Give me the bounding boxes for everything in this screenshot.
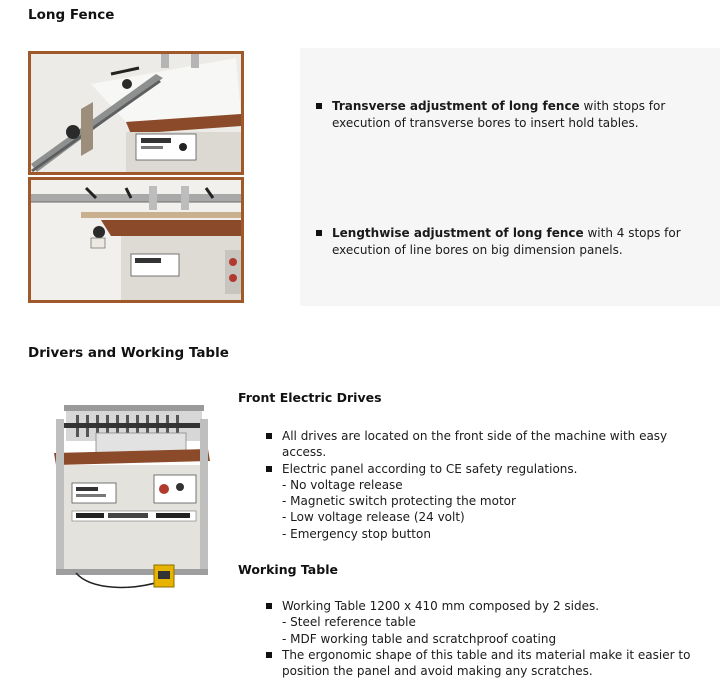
sub-item: - Steel reference table <box>282 615 416 630</box>
working-table-list <box>264 598 714 679</box>
sub-item: - Magnetic switch protecting the motor <box>282 494 516 509</box>
list-item: All drives are located on the front side of the machine with easy <box>264 428 704 444</box>
square-bullet-icon <box>266 652 272 658</box>
list-item: The ergonomic shape of this table and its material make it easier to <box>264 647 714 663</box>
lengthwise-bold: Lengthwise adjustment of long fence <box>332 226 584 240</box>
lengthwise-line2: execution of line bores on big dimension panels. <box>332 242 623 257</box>
list-item-continuation: access. <box>282 445 327 460</box>
transverse-rest: with stops for <box>579 99 666 113</box>
list-item: Working Table 1200 x 410 mm composed by 2 sides. <box>264 598 714 614</box>
front-drives-title: Front Electric Drives <box>238 390 382 405</box>
lengthwise-bullet <box>316 225 686 258</box>
transverse-bullet <box>316 98 676 131</box>
square-bullet-icon <box>266 433 272 439</box>
photo-lengthwise-fence <box>28 177 244 303</box>
lengthwise-rest: with 4 stops for <box>583 226 681 240</box>
long-fence-title: Long Fence <box>28 7 115 23</box>
working-table-title: Working Table <box>238 562 338 577</box>
list-item: Electric panel according to CE safety regulations. <box>264 461 704 477</box>
list-item-continuation: position the panel and avoid making any scratches. <box>282 664 593 679</box>
transverse-line2: execution of transverse bores to insert hold tables. <box>332 115 639 130</box>
square-bullet-icon <box>266 603 272 609</box>
sub-item: - No voltage release <box>282 477 403 492</box>
front-drives-list <box>264 428 704 542</box>
machine-illustration <box>36 395 216 595</box>
sub-item: - Emergency stop button <box>282 526 431 541</box>
square-bullet-icon <box>266 466 272 472</box>
drivers-title: Drivers and Working Table <box>28 345 229 361</box>
sub-item: - Low voltage release (24 volt) <box>282 510 465 525</box>
lengthwise-fence-image <box>31 180 241 300</box>
square-bullet-icon <box>316 103 322 109</box>
square-bullet-icon <box>316 230 322 236</box>
photo-transverse-fence <box>28 51 244 175</box>
sub-item: - MDF working table and scratchproof coating <box>282 631 557 646</box>
transverse-bold: Transverse adjustment of long fence <box>332 99 580 113</box>
drilling-machine-image <box>36 395 216 595</box>
background-tint <box>300 48 720 306</box>
transverse-fence-image <box>31 54 241 172</box>
